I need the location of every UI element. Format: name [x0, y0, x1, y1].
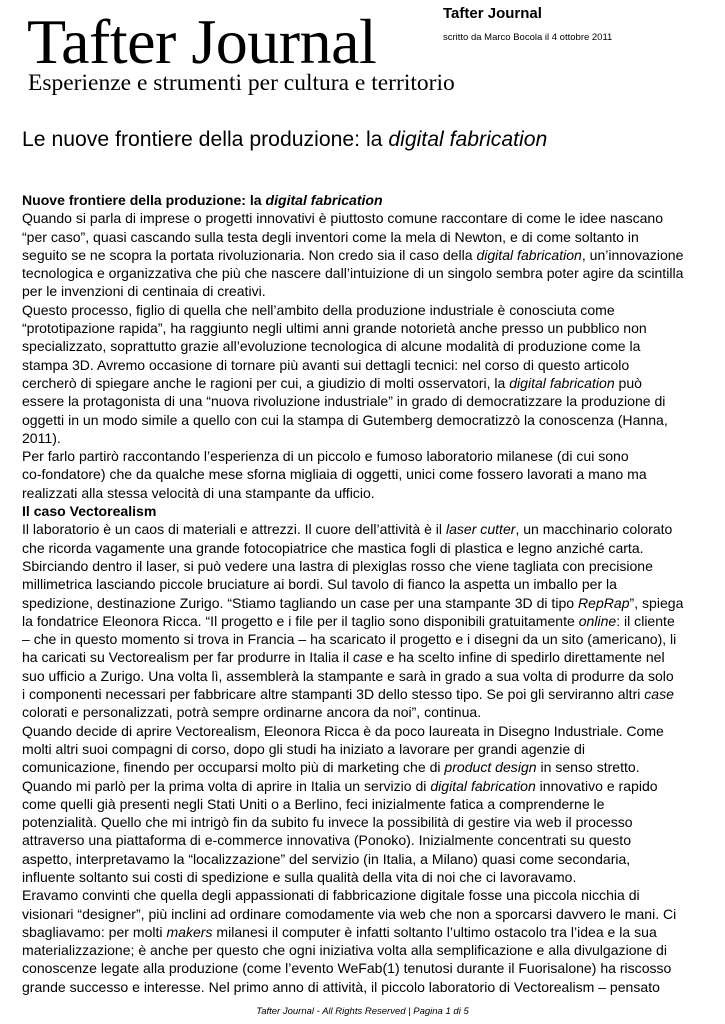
- text-line: [22, 612, 714, 630]
- text-line: [22, 630, 714, 648]
- text-line: [22, 246, 714, 264]
- page-footer: Tafter Journal - All Rights Reserved | Pagina 1 di 5: [256, 1006, 469, 1017]
- text-line: [22, 740, 714, 758]
- emphasis-text: case: [353, 649, 383, 666]
- text-line: [22, 923, 714, 941]
- text-segment: milanesi il computer è infatti soltanto l’ultimo ostacolo tra l’idea e la sua: [212, 923, 657, 940]
- text-line: [22, 667, 714, 685]
- text-line: [22, 411, 714, 429]
- text-segment: la fondatrice Eleonora Ricca. “Il progetto e i file per il taglio sono disponibili gratuitamente: [22, 612, 579, 629]
- text-line: [22, 337, 714, 355]
- text-line: [22, 520, 714, 538]
- text-line: [22, 392, 714, 410]
- text-segment: , un macchinario colorato: [515, 521, 673, 538]
- emphasis-text: product design: [444, 759, 537, 776]
- text-segment: sbagliavamo: per molti: [22, 923, 167, 940]
- article-title-emphasis: digital fabrication: [388, 128, 548, 151]
- text-segment: Quando decide di aprire Vectorealism, Eleonora Ricca è da poco laureata in Disegno Industriale. Come: [22, 722, 664, 739]
- text-line: [22, 575, 714, 593]
- text-segment: Quando si parla di imprese o progetti innovativi è piuttosto comune raccontare di come le idee nascano: [22, 210, 664, 227]
- text-segment: , un’innovazione: [581, 246, 684, 263]
- text-line: [22, 557, 714, 575]
- text-line: [22, 959, 714, 977]
- intro-paragraphs: [22, 209, 714, 502]
- emphasis-text: laser cutter: [445, 521, 516, 538]
- article-subheading: [22, 191, 714, 209]
- text-line: [22, 447, 714, 465]
- text-line: [22, 319, 714, 337]
- text-line: [22, 758, 714, 776]
- emphasis-text: RepRap: [577, 594, 630, 611]
- text-segment: “per caso”, quasi cascando sulla testa degli inventori come la mela di Newton, e di come soltanto in: [22, 228, 639, 245]
- text-segment: conoscenze legate alla produzione (come l’evento WeFab(1) tenutosi durante il Fuorisalone) ha riscosso: [22, 960, 672, 977]
- text-segment: ”, spiega: [629, 594, 684, 611]
- logo-title: Tafter Journal: [27, 6, 377, 77]
- text-segment: Eravamo convinti che quella degli appassionati di fabbricazione digitale fosse una piccola nicchia di: [22, 887, 640, 904]
- page-header: [443, 5, 713, 45]
- emphasis-text: digital fabrication: [476, 246, 582, 263]
- text-line: [22, 484, 714, 502]
- text-line: [22, 228, 714, 246]
- text-segment: Questo processo, figlio di quella che nell’ambito della produzione industriale è conosciuta come: [22, 301, 615, 318]
- text-segment: Quando mi parlò per la prima volta di aprire in Italia un servizio di: [22, 777, 431, 794]
- article-body: [22, 191, 714, 996]
- emphasis-text: online: [578, 612, 617, 629]
- text-segment: tecnologica e organizzativa che più che nascere dall’intuizione di un singolo sembra poter agire da scintilla: [22, 265, 684, 282]
- article-title: [22, 126, 547, 154]
- text-line: [22, 795, 714, 813]
- text-segment: suo ufficio a Zurigo. Una volta lì, assemblerà la stampante e sarà in grado a sua volta di produrre da solo: [22, 667, 674, 684]
- text-segment: realizzati alla stessa velocità di una stampante da ufficio.: [22, 484, 375, 501]
- text-segment: grande successo e interesse. Nel primo anno di attività, il piccolo laboratorio di Vectorealism – pensato: [22, 978, 660, 995]
- text-segment: aspetto, interpretavamo la “localizzazione” del servizio (in Italia, a Milano) quasi come secondaria,: [22, 850, 631, 867]
- text-segment: “prototipazione rapida”, ha raggiunto negli ultimi anni grande notorietà anche presso un pubblico non: [22, 320, 647, 337]
- text-line: [22, 777, 714, 795]
- text-line: [22, 831, 714, 849]
- text-segment: innovativo e rapido: [535, 777, 658, 794]
- subheading-emphasis: digital fabrication: [265, 192, 383, 208]
- text-segment: spedizione, destinazione Zurigo. “Stiamo tagliando un case per una stampante 3D di tipo: [22, 594, 578, 611]
- text-segment: seguito se ne scopra la portata rivoluzionaria. Non credo sia il caso della: [22, 246, 477, 263]
- text-line: [22, 465, 714, 483]
- byline: scritto da Marco Bocola il 4 ottobre 2011: [443, 32, 613, 43]
- text-segment: Sbirciando dentro il laser, si può vedere una lastra di plexiglas rosso che viene tagliata con precisione: [22, 557, 653, 574]
- text-segment: potenzialità. Quello che mi intrigò fin da subito fu invece la possibilità di gestire via web il processo: [22, 814, 633, 831]
- text-line: [22, 722, 714, 740]
- journal-name: Tafter Journal: [443, 5, 542, 22]
- text-segment: cercherò di spiegare anche le ragioni per cui, a giudizio di molti osservatori, la: [22, 374, 510, 391]
- text-segment: specializzato, soprattutto grazie all’evoluzione tecnologica di alcune modalità di produzione come la: [22, 338, 641, 355]
- journal-logo: [27, 6, 455, 98]
- text-line: [22, 648, 714, 666]
- text-line: [22, 850, 714, 868]
- text-segment: materializzazione; è anche per questo che ogni iniziativa volta alla semplificazione e alla divulgazione di: [22, 942, 667, 959]
- text-segment: stampa 3D. Avremo occasione di tornare più avanti sui dettagli tecnici: nel corso di questo articolo: [22, 356, 630, 373]
- text-line: [22, 905, 714, 923]
- article-title-text: Le nuove frontiere della produzione: la: [22, 128, 389, 151]
- text-segment: millimetrica lasciando piccole bruciature ai bordi. Sul tavolo di fianco la aspetta un imballo per la: [22, 576, 617, 593]
- text-segment: come quelli già presenti negli Stati Uniti o a Berlino, feci inizialmente fatica a comprenderne le: [22, 795, 605, 812]
- text-line: [22, 685, 714, 703]
- text-segment: oggetti in un modo simile a quello con cui la stampa di Gutemberg democratizzò la conoscenza (Hanna,: [22, 411, 668, 428]
- text-segment: in senso stretto.: [536, 759, 640, 776]
- emphasis-text: digital fabrication: [430, 777, 536, 794]
- emphasis-text: case: [644, 686, 674, 703]
- emphasis-text: makers: [166, 923, 213, 940]
- text-line: [22, 301, 714, 319]
- text-segment: ha caricati su Vectorealism per far produrre in Italia il: [22, 649, 354, 666]
- text-line: [22, 868, 714, 886]
- text-line: [22, 429, 714, 447]
- text-segment: colorati e personalizzati, potrà sempre ordinarne ancora da noi”, continua.: [22, 704, 482, 721]
- text-segment: visionari “designer”, più inclini ad ordinare comodamente via web che non a sporcarsi davvero le mani. Ci: [22, 905, 677, 922]
- text-segment: che ricorda vagamente una grande fotocopiatrice che mastica fogli di plastica e legno anziché carta.: [22, 539, 644, 556]
- section-paragraphs: [22, 520, 714, 996]
- text-line: [22, 356, 714, 374]
- text-segment: : il cliente: [616, 612, 675, 629]
- text-line: [22, 594, 714, 612]
- text-segment: per le invenzioni di centinaia di creativi.: [22, 283, 266, 300]
- text-segment: Per farlo partirò raccontando l’esperienza di un piccolo e fumoso laboratorio milanese (di cui sono: [22, 448, 629, 465]
- text-line: [22, 886, 714, 904]
- text-line: [22, 374, 714, 392]
- emphasis-text: digital fabrication: [509, 374, 615, 391]
- text-segment: può: [614, 374, 642, 391]
- text-line: [22, 282, 714, 300]
- text-line: [22, 703, 714, 721]
- section-heading: Il caso Vectorealism: [22, 503, 157, 520]
- text-line: [22, 813, 714, 831]
- text-segment: i componenti necessari per fabbricare altre stampanti 3D dello stesso tipo. Se poi gli serviranno altri: [22, 686, 645, 703]
- text-segment: essere la protagonista di una “nuova rivoluzione industriale” in grado di democratizzare la produzione di: [22, 393, 666, 410]
- text-line: [22, 264, 714, 282]
- text-line: [22, 539, 714, 557]
- text-segment: influente soltanto sui costi di spedizione e sulla qualità della vita di noi che ci lavoravamo.: [22, 868, 577, 885]
- text-segment: comunicazione, finendo per occuparsi molto più di marketing che di: [22, 759, 445, 776]
- text-segment: 2011).: [22, 429, 61, 446]
- logo-tagline: Esperienze e strumenti per cultura e territorio: [28, 70, 455, 96]
- text-segment: e ha scelto infine di spedirlo direttamente nel: [382, 649, 665, 666]
- subheading-text: Nuove frontiere della produzione: la: [22, 192, 266, 208]
- text-line: [22, 209, 714, 227]
- text-segment: – che in questo momento si trova in Francia – ha scaricato il progetto e i disegni da un sito (americano), li: [22, 631, 677, 648]
- text-segment: attraverso una piattaforma di e-commerce innovativa (Ponoko). Inizialmente concentrati su questo: [22, 832, 632, 849]
- text-line: [22, 941, 714, 959]
- text-segment: co-fondatore) che da qualche mese sforna migliaia di oggetti, unici come fossero lavorati a mano ma: [22, 466, 647, 483]
- text-segment: Il laboratorio è un caos di materiali e attrezzi. Il cuore dell’attività è il: [22, 521, 446, 538]
- text-segment: molti altri suoi compagni di corso, dopo gli studi ha iniziato a lavorare per grandi agenzie di: [22, 740, 585, 757]
- text-line: [22, 978, 714, 996]
